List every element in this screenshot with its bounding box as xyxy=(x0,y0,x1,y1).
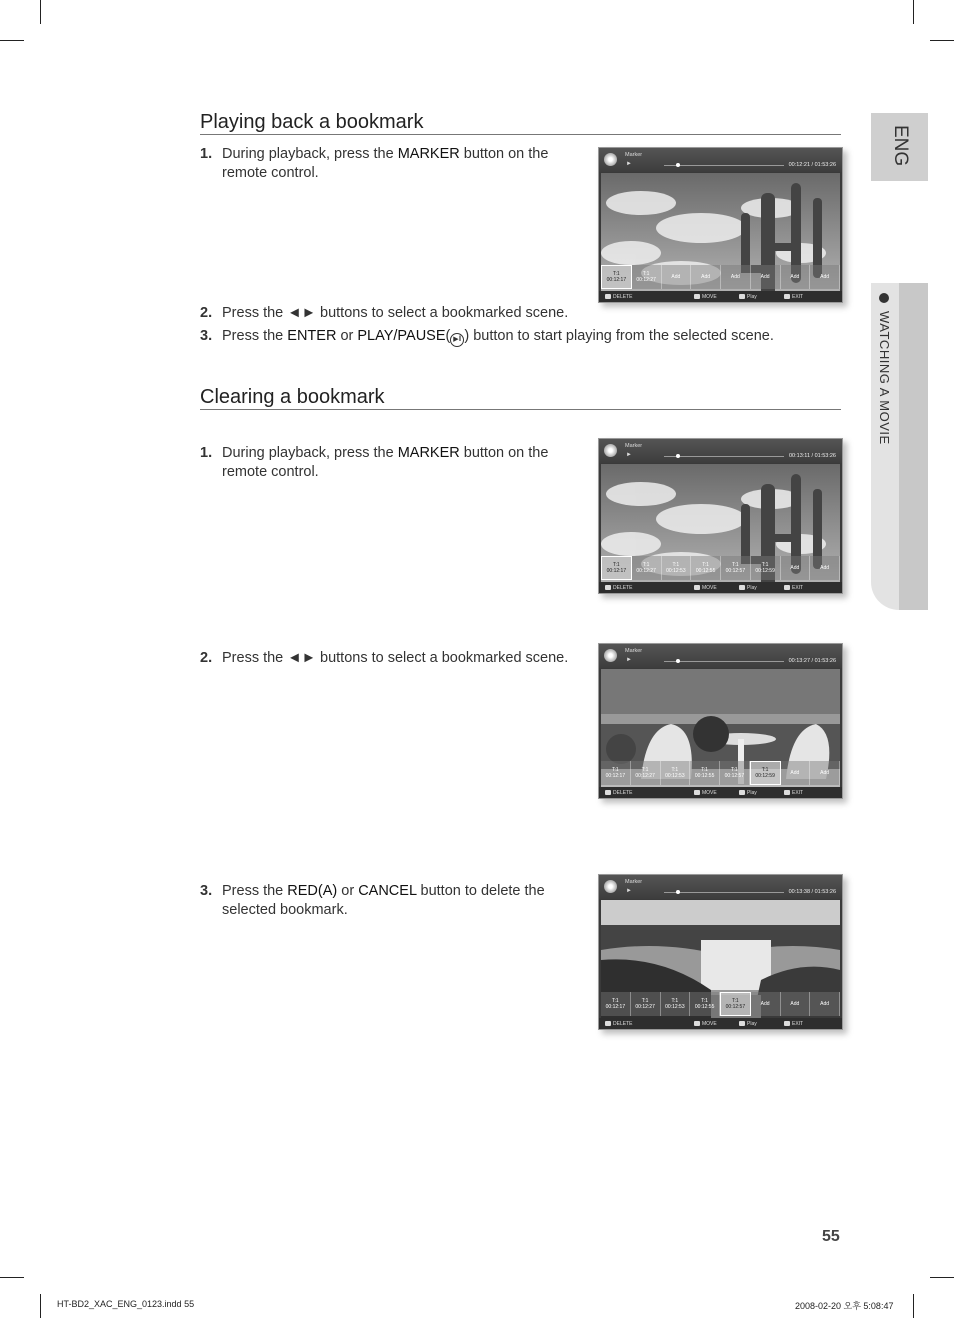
step-text: Press the ◄► buttons to select a bookmarked scene. xyxy=(222,650,569,666)
red-button-icon xyxy=(605,790,611,795)
move-icon xyxy=(694,1021,700,1026)
step-number: 2. xyxy=(200,305,213,321)
progress-bar xyxy=(664,456,784,457)
bookmark-slot[interactable]: T:1 00:12:17 xyxy=(601,556,632,580)
play-hint: Play xyxy=(739,294,757,300)
marker-screen xyxy=(598,643,843,799)
return-icon xyxy=(784,294,790,299)
time-display: 00:13:38 / 01:53:26 xyxy=(788,889,836,895)
crop-mark xyxy=(913,1294,914,1318)
move-icon xyxy=(694,585,700,590)
marker-header xyxy=(599,644,842,668)
delete-hint: DELETE xyxy=(605,585,632,591)
return-icon xyxy=(784,790,790,795)
marker-header xyxy=(599,439,842,463)
move-hint: MOVE xyxy=(694,1021,717,1027)
disc-icon xyxy=(604,880,617,893)
progress-bar xyxy=(664,892,784,893)
screen-footer xyxy=(599,291,842,302)
step-text: During playback, press the MARKER button on the remote control. xyxy=(222,146,549,181)
section-label: WATCHING A MOVIE xyxy=(877,311,892,445)
return-icon xyxy=(784,1021,790,1026)
bookmark-slot[interactable]: T:1 00:12:53 xyxy=(661,992,691,1016)
bullet-icon xyxy=(879,293,889,303)
bookmark-slot[interactable]: T:1 00:12:55 xyxy=(690,761,720,785)
marker-screen xyxy=(598,874,843,1030)
play-icon: ► xyxy=(626,888,632,894)
enter-icon xyxy=(739,585,745,590)
bookmark-slot[interactable]: Add xyxy=(751,992,781,1016)
disc-icon xyxy=(604,153,617,166)
marker-screen xyxy=(598,438,843,594)
bookmark-slot[interactable]: Add xyxy=(810,761,840,785)
move-hint: MOVE xyxy=(694,294,717,300)
marker-label: Marker xyxy=(625,648,643,654)
exit-hint: EXIT xyxy=(784,1021,803,1027)
marker-header xyxy=(599,148,842,172)
bookmark-slot[interactable]: T:1 00:12:55 xyxy=(690,992,720,1016)
date-info: 2008-02-20 오후 5:08:47 xyxy=(795,1301,894,1311)
bookmark-slot[interactable]: Add xyxy=(781,265,811,289)
bookmark-slot[interactable]: T:1 00:12:17 xyxy=(601,992,631,1016)
red-button-icon xyxy=(605,1021,611,1026)
file-info: HT-BD2_XAC_ENG_0123.indd 55 xyxy=(57,1299,195,1309)
bookmark-slot[interactable]: Add xyxy=(721,265,751,289)
time-display: 00:13:27 / 01:53:26 xyxy=(788,658,836,664)
marker-label: Marker xyxy=(625,879,643,885)
crop-mark xyxy=(0,1277,24,1278)
bookmark-slot[interactable]: T:1 00:12:27 xyxy=(631,761,661,785)
crop-mark xyxy=(930,1277,954,1278)
bookmark-slot[interactable]: T:1 00:12:27 xyxy=(632,556,662,580)
bookmark-slot[interactable]: T:1 00:12:27 xyxy=(632,265,662,289)
enter-icon xyxy=(739,294,745,299)
marker-label: Marker xyxy=(625,152,643,158)
play-pause-icon: ▶‖ xyxy=(450,333,464,347)
delete-hint: DELETE xyxy=(605,294,632,300)
step-number: 2. xyxy=(200,650,213,666)
time-display: 00:12:21 / 01:53:26 xyxy=(788,162,836,168)
crop-mark xyxy=(40,0,41,24)
bookmark-slot[interactable]: T:1 00:12:57 xyxy=(720,761,750,785)
move-icon xyxy=(694,294,700,299)
enter-icon xyxy=(739,790,745,795)
disc-icon xyxy=(604,649,617,662)
exit-hint: EXIT xyxy=(784,585,803,591)
move-hint: MOVE xyxy=(694,790,717,796)
move-hint: MOVE xyxy=(694,585,717,591)
move-icon xyxy=(694,790,700,795)
crop-mark xyxy=(0,40,24,41)
step-text: Press the RED(A) or CANCEL button to delete the selected bookmark. xyxy=(222,883,545,918)
play-icon: ► xyxy=(626,452,632,458)
bookmark-slot[interactable]: Add xyxy=(810,992,840,1016)
red-button-icon xyxy=(605,294,611,299)
screen-footer xyxy=(599,787,842,798)
section-title-clearing: Clearing a bookmark xyxy=(200,386,385,408)
bookmark-strip xyxy=(601,992,840,1016)
exit-hint: EXIT xyxy=(784,790,803,796)
screen-footer xyxy=(599,1018,842,1029)
bookmark-slot[interactable]: T:1 00:12:57 xyxy=(721,556,751,580)
marker-label: Marker xyxy=(625,443,643,449)
bookmark-slot[interactable]: T:1 00:12:59 xyxy=(750,761,781,785)
step-number: 1. xyxy=(200,445,213,461)
bookmark-slot[interactable]: Add xyxy=(751,265,781,289)
bookmark-slot[interactable]: Add xyxy=(810,556,840,580)
marker-header xyxy=(599,875,842,899)
time-display: 00:13:11 / 01:53:26 xyxy=(789,453,836,459)
play-hint: Play xyxy=(739,1021,757,1027)
bookmark-slot[interactable]: Add xyxy=(662,265,692,289)
page-number: 55 xyxy=(822,1228,840,1245)
section-rule xyxy=(200,409,841,410)
bookmark-slot[interactable]: T:1 00:12:57 xyxy=(720,992,751,1016)
section-title-playback: Playing back a bookmark xyxy=(200,111,424,133)
red-button-icon xyxy=(605,585,611,590)
exit-hint: EXIT xyxy=(784,294,803,300)
enter-icon xyxy=(739,1021,745,1026)
bookmark-slot[interactable]: T:1 00:12:53 xyxy=(662,556,692,580)
screen-footer xyxy=(599,582,842,593)
bookmark-slot[interactable]: Add xyxy=(781,556,811,580)
step-text: Press the ◄► buttons to select a bookmarked scene. xyxy=(222,305,569,321)
bookmark-strip xyxy=(601,265,840,289)
step-text: Press the ENTER or PLAY/PAUSE( ▶‖ ) button to start playing from the selected scene. xyxy=(222,327,774,347)
bookmark-slot[interactable]: Add xyxy=(691,265,721,289)
bookmark-slot[interactable]: T:1 00:12:59 xyxy=(751,556,781,580)
bookmark-strip xyxy=(601,761,840,785)
bookmark-slot[interactable]: Add xyxy=(810,265,840,289)
return-icon xyxy=(784,585,790,590)
play-icon: ► xyxy=(626,657,632,663)
step-number: 1. xyxy=(200,146,213,162)
bookmark-slot[interactable]: T:1 00:12:55 xyxy=(691,556,721,580)
language-label: ENG xyxy=(890,125,911,167)
bookmark-slot[interactable]: T:1 00:12:17 xyxy=(601,761,631,785)
language-tab xyxy=(871,113,928,181)
section-tab-edge xyxy=(899,283,928,610)
bookmark-slot[interactable]: Add xyxy=(781,761,811,785)
section-tab xyxy=(871,283,899,610)
section-rule xyxy=(200,134,841,135)
progress-bar xyxy=(664,661,784,662)
play-hint: Play xyxy=(739,790,757,796)
delete-hint: DELETE xyxy=(605,1021,632,1027)
crop-mark xyxy=(930,40,954,41)
step-number: 3. xyxy=(200,883,213,899)
bookmark-slot[interactable]: T:1 00:12:27 xyxy=(631,992,661,1016)
bookmark-slot[interactable]: Add xyxy=(781,992,811,1016)
play-icon: ► xyxy=(626,161,632,167)
crop-mark xyxy=(40,1294,41,1318)
marker-screen xyxy=(598,147,843,303)
bookmark-strip xyxy=(601,556,840,580)
progress-bar xyxy=(664,165,784,166)
crop-mark xyxy=(913,0,914,24)
play-hint: Play xyxy=(739,585,757,591)
disc-icon xyxy=(604,444,617,457)
step-number: 3. xyxy=(200,328,213,344)
step-text: During playback, press the MARKER button on the remote control. xyxy=(222,445,549,480)
bookmark-slot[interactable]: T:1 00:12:17 xyxy=(601,265,632,289)
delete-hint: DELETE xyxy=(605,790,632,796)
bookmark-slot[interactable]: T:1 00:12:53 xyxy=(661,761,691,785)
